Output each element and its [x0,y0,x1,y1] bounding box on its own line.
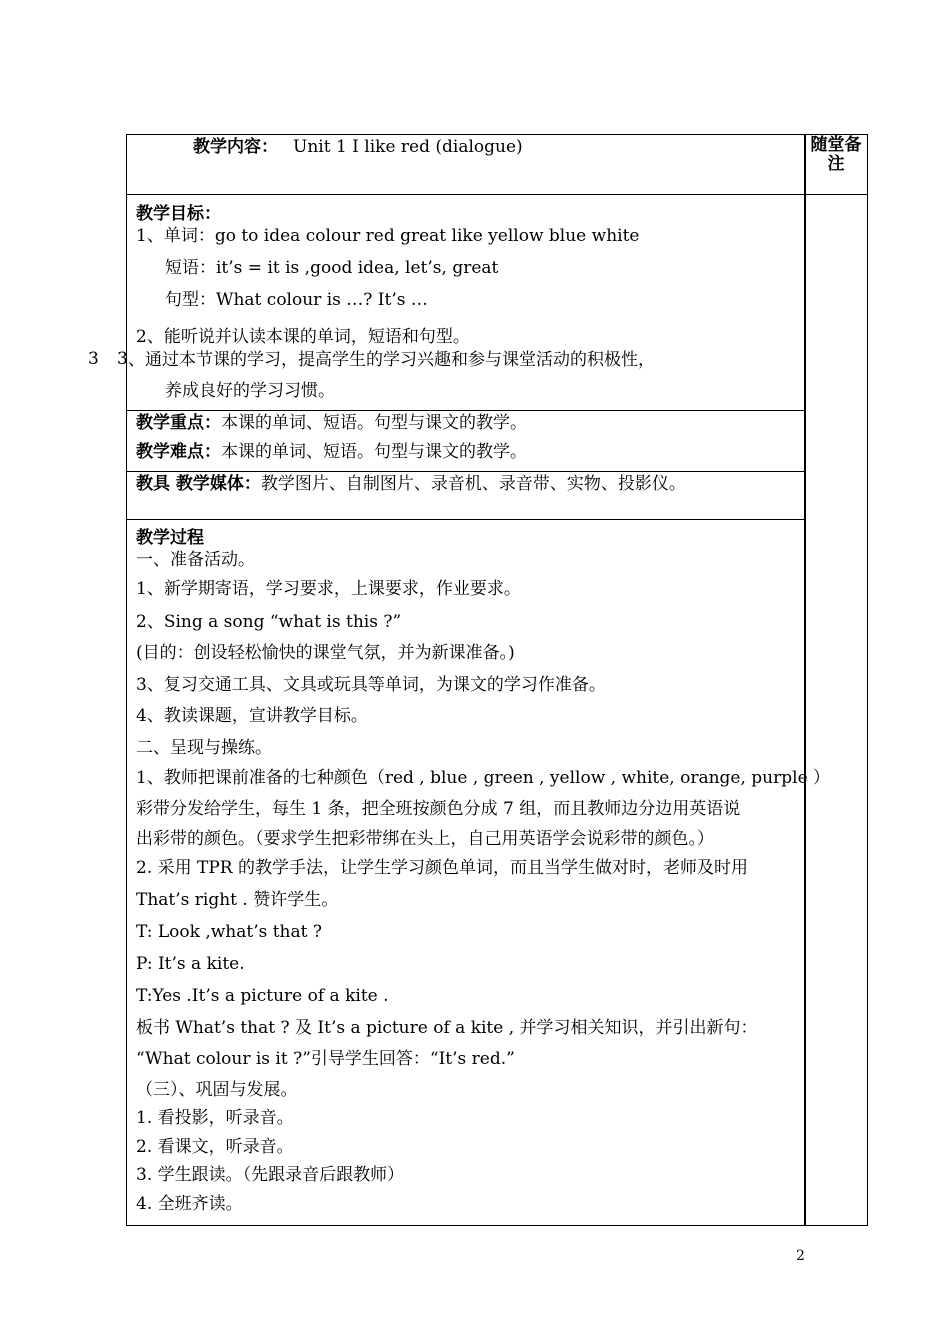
process-line: 彩带分发给学生，每生 1 条，把全班按颜色分成 7 组，而且教师边分边用英语说 [136,799,741,819]
process-line: 4. 全班齐读。 [136,1194,243,1214]
row-divider-objectives [126,410,805,411]
difficult-points-label: 教学难点： [136,442,221,462]
objectives-item-3: 、通过本节课的学习，提高学生的学习兴趣和参与课堂活动的积极性， [128,350,655,370]
objectives-words: 1、单词：go to idea colour red great like yellow blue white [136,226,640,246]
process-line: （三）、巩固与发展。 [136,1080,298,1100]
difficult-points-value: 本课的单词、短语。句型与课文的教学。 [221,442,527,462]
process-line: That’s right . 赞许学生。 [136,890,339,910]
process-line: (目的：创设轻松愉快的课堂气氛，并为新课准备。) [136,643,515,663]
objectives-item-2: 2、能听说并认读本课的单词，短语和句型。 [136,327,470,347]
row-divider-keypoints [126,471,805,472]
objectives-item-3-cont: 养成良好的学习习惯。 [165,381,335,401]
process-line: T:Yes .It’s a picture of a kite . [136,986,389,1006]
process-line: 1、新学期寄语，学习要求，上课要求，作业要求。 [136,579,521,599]
objectives-patterns: 句型：What colour is …? It’s … [165,290,428,310]
media-value: 教学图片、自制图片、录音机、录音带、实物、投影仪。 [260,474,686,494]
process-line: 4、教读课题，宣讲教学目标。 [136,706,368,726]
row-divider-media [126,519,805,520]
margin-number-a: 3 [88,349,99,369]
process-line: “What colour is it ?”引导学生回答：“It’s red.” [136,1049,515,1069]
difficult-points [136,441,527,463]
notes-column-divider [804,134,806,1226]
process-line: 1、教师把课前准备的七种颜色（red , blue , green , yellow , white, orange, purple ） [136,768,831,788]
media-label: 教具 教学媒体： [136,474,261,494]
process-line: 2. 看课文，听录音。 [136,1137,294,1157]
key-points-value: 本课的单词、短语。句型与课文的教学。 [221,413,527,433]
process-line: 二、呈现与操练。 [136,738,272,758]
process-line: 板书 What’s that ? 及 It’s a picture of a kite , 并学习相关知识，并引出新句： [136,1018,758,1038]
process-line: P: It’s a kite. [136,954,245,974]
key-points-label: 教学重点： [136,413,221,433]
process-line: 出彩带的颜色。（要求学生把彩带绑在头上，自己用英语学会说彩带的颜色。） [136,829,714,849]
process-line: 3、复习交通工具、文具或玩具等单词，为课文的学习作准备。 [136,675,606,695]
process-line: 1. 看投影，听录音。 [136,1108,294,1128]
process-line: 2. 采用 TPR 的教学手法，让学生学习颜色单词，而且当学生做对时，老师及时用 [136,858,749,878]
objectives-label: 教学目标： [136,204,221,224]
row-divider-header [126,194,868,195]
process-line: 3. 学生跟读。（先跟录音后跟教师） [136,1165,405,1185]
content-value: Unit 1 I like red (dialogue) [293,137,523,157]
content-label: 教学内容： [193,137,278,157]
process-line: 一、准备活动。 [136,550,255,570]
margin-number-b: 3 [117,349,128,369]
teaching-media [136,473,686,495]
process-line: T: Look ,what’s that ? [136,922,322,942]
page-number: 2 [796,1248,805,1264]
key-points [136,412,527,434]
process-label: 教学过程 [136,528,204,548]
notes-column-label: 随堂备注 [810,135,862,174]
process-line: 2、Sing a song “what is this ?” [136,612,402,632]
objectives-phrases: 短语：it’s = it is ,good idea, let’s, great [165,258,499,278]
